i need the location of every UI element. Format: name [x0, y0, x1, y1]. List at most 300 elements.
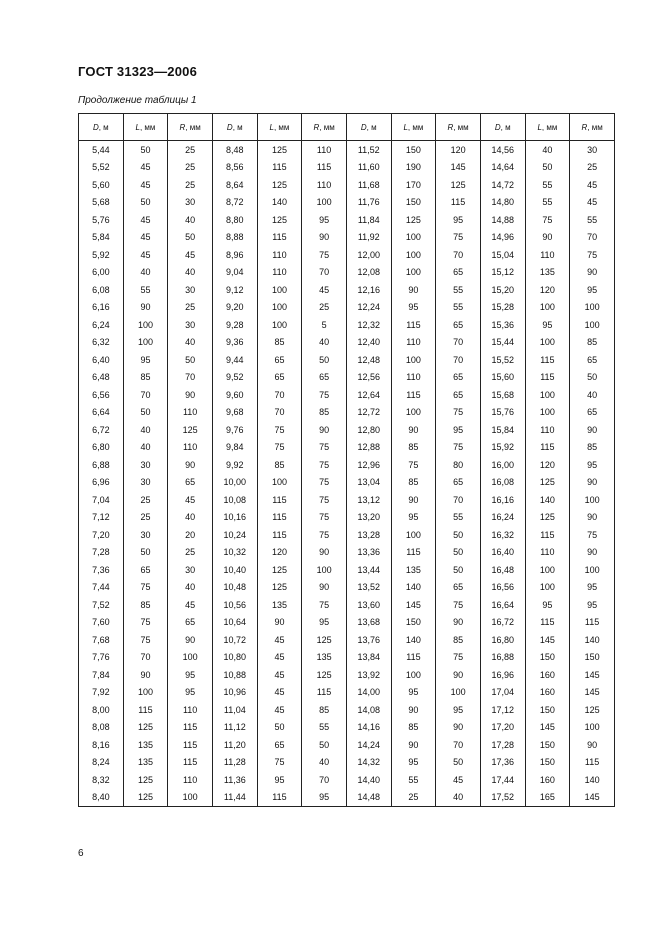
table-cell: 14,64: [480, 159, 525, 177]
table-cell: 11,36: [212, 771, 257, 789]
table-cell: 115: [302, 159, 347, 177]
table-cell: 11,12: [212, 719, 257, 737]
table-cell: 115: [302, 684, 347, 702]
table-cell: 150: [525, 649, 570, 667]
table-cell: 8,96: [212, 246, 257, 264]
table-cell: 45: [257, 701, 302, 719]
table-cell: 160: [525, 684, 570, 702]
table-cell: 90: [436, 666, 481, 684]
table-cell: 95: [436, 701, 481, 719]
table-cell: 45: [123, 159, 168, 177]
table-cell: 50: [257, 719, 302, 737]
table-cell: 85: [257, 456, 302, 474]
table-cell: 9,92: [212, 456, 257, 474]
table-cell: 90: [168, 631, 213, 649]
table-cell: 115: [257, 229, 302, 247]
table-cell: 13,84: [346, 649, 391, 667]
table-cell: 16,56: [480, 579, 525, 597]
table-row: [79, 789, 615, 807]
table-cell: 125: [257, 141, 302, 159]
table-cell: 85: [257, 334, 302, 352]
table-cell: 5,84: [79, 229, 124, 247]
table-cell: 8,40: [79, 789, 124, 807]
table-cell: 5,60: [79, 176, 124, 194]
column-symbol: D: [494, 122, 501, 132]
table-cell: 40: [570, 386, 615, 404]
table-cell: 10,40: [212, 561, 257, 579]
table-row: [79, 439, 615, 457]
table-row: [79, 456, 615, 474]
table-cell: 6,64: [79, 404, 124, 422]
table-cell: 9,68: [212, 404, 257, 422]
table-cell: 125: [123, 771, 168, 789]
table-cell: 65: [168, 614, 213, 632]
table-cell: 120: [525, 281, 570, 299]
table-cell: 100: [257, 299, 302, 317]
table-cell: 150: [570, 649, 615, 667]
table-cell: 95: [570, 281, 615, 299]
table-cell: 70: [436, 736, 481, 754]
table-cell: 110: [168, 701, 213, 719]
table-cell: 7,60: [79, 614, 124, 632]
table-cell: 90: [570, 736, 615, 754]
table-cell: 115: [570, 614, 615, 632]
table-cell: 100: [391, 526, 436, 544]
table-cell: 20: [168, 526, 213, 544]
table-cell: 45: [570, 176, 615, 194]
table-row: [79, 649, 615, 667]
table-cell: 13,68: [346, 614, 391, 632]
table-row: [79, 334, 615, 352]
table-cell: 75: [436, 439, 481, 457]
table-cell: 55: [525, 194, 570, 212]
table-cell: 45: [168, 246, 213, 264]
table-cell: 45: [123, 176, 168, 194]
column-unit: , м: [366, 122, 377, 132]
table-cell: 6,00: [79, 264, 124, 282]
table-cell: 115: [391, 316, 436, 334]
table-cell: 65: [257, 369, 302, 387]
table-cell: 15,60: [480, 369, 525, 387]
table-row: [79, 211, 615, 229]
table-cell: 125: [257, 561, 302, 579]
table-cell: 140: [570, 771, 615, 789]
table-cell: 100: [570, 561, 615, 579]
table-cell: 8,08: [79, 719, 124, 737]
table-cell: 90: [123, 299, 168, 317]
table-cell: 75: [525, 211, 570, 229]
table-cell: 25: [168, 159, 213, 177]
table-cell: 45: [168, 491, 213, 509]
table-cell: 120: [436, 141, 481, 159]
column-symbol: R: [313, 122, 320, 132]
table-cell: 120: [525, 456, 570, 474]
table-cell: 110: [391, 334, 436, 352]
table-cell: 125: [123, 789, 168, 807]
table-cell: 10,72: [212, 631, 257, 649]
table-cell: 10,96: [212, 684, 257, 702]
table-cell: 6,08: [79, 281, 124, 299]
table-cell: 15,84: [480, 421, 525, 439]
table-cell: 45: [257, 684, 302, 702]
table-cell: 140: [570, 631, 615, 649]
column-symbol: R: [447, 122, 454, 132]
table-row: [79, 141, 615, 159]
table-cell: 75: [436, 596, 481, 614]
table-cell: 7,12: [79, 509, 124, 527]
table-row: [79, 386, 615, 404]
table-cell: 7,04: [79, 491, 124, 509]
table-cell: 160: [525, 771, 570, 789]
table-cell: 140: [391, 579, 436, 597]
table-cell: 7,68: [79, 631, 124, 649]
table-cell: 9,44: [212, 351, 257, 369]
table-cell: 17,20: [480, 719, 525, 737]
column-header: [346, 114, 391, 141]
table-cell: 16,80: [480, 631, 525, 649]
table-cell: 90: [302, 229, 347, 247]
table-cell: 15,36: [480, 316, 525, 334]
table-body: [79, 141, 615, 807]
column-symbol: D: [226, 122, 233, 132]
table-cell: 45: [257, 631, 302, 649]
table-cell: 115: [525, 351, 570, 369]
table-cell: 17,44: [480, 771, 525, 789]
table-cell: 13,12: [346, 491, 391, 509]
column-unit: , мм: [587, 122, 603, 132]
column-symbol: L: [269, 122, 274, 132]
table-cell: 6,56: [79, 386, 124, 404]
table-cell: 12,56: [346, 369, 391, 387]
page-number: 6: [78, 848, 84, 859]
table-cell: 6,72: [79, 421, 124, 439]
table-cell: 55: [436, 281, 481, 299]
table-cell: 70: [257, 404, 302, 422]
column-header: [525, 114, 570, 141]
table-cell: 85: [123, 369, 168, 387]
table-cell: 120: [257, 544, 302, 562]
table-cell: 65: [257, 736, 302, 754]
table-cell: 95: [570, 456, 615, 474]
table-cell: 140: [525, 491, 570, 509]
table-cell: 95: [525, 316, 570, 334]
table-cell: 45: [123, 211, 168, 229]
table-cell: 12,08: [346, 264, 391, 282]
column-symbol: L: [403, 122, 408, 132]
table-cell: 70: [302, 771, 347, 789]
table-cell: 11,44: [212, 789, 257, 807]
table-cell: 10,00: [212, 474, 257, 492]
table-cell: 70: [436, 334, 481, 352]
table-row: [79, 736, 615, 754]
table-cell: 40: [168, 211, 213, 229]
table-cell: 145: [436, 159, 481, 177]
table-cell: 85: [436, 631, 481, 649]
table-cell: 80: [436, 456, 481, 474]
table-cell: 100: [525, 579, 570, 597]
table-cell: 190: [391, 159, 436, 177]
column-unit: , м: [98, 122, 109, 132]
table-cell: 100: [257, 316, 302, 334]
table-cell: 13,76: [346, 631, 391, 649]
table-cell: 115: [257, 491, 302, 509]
table-cell: 100: [168, 649, 213, 667]
table-cell: 115: [391, 649, 436, 667]
table-row: [79, 684, 615, 702]
table-cell: 30: [168, 316, 213, 334]
table-cell: 11,20: [212, 736, 257, 754]
table-cell: 95: [436, 421, 481, 439]
table-cell: 6,32: [79, 334, 124, 352]
table-cell: 45: [123, 246, 168, 264]
table-cell: 115: [391, 386, 436, 404]
table-cell: 12,40: [346, 334, 391, 352]
column-unit: , мм: [453, 122, 469, 132]
table-cell: 12,16: [346, 281, 391, 299]
table-cell: 75: [302, 439, 347, 457]
table-cell: 95: [391, 509, 436, 527]
table-cell: 75: [436, 404, 481, 422]
table-cell: 14,72: [480, 176, 525, 194]
table-cell: 85: [302, 701, 347, 719]
table-cell: 110: [525, 246, 570, 264]
table-cell: 12,00: [346, 246, 391, 264]
table-cell: 100: [436, 684, 481, 702]
table-cell: 10,32: [212, 544, 257, 562]
table-cell: 15,68: [480, 386, 525, 404]
table-cell: 110: [168, 404, 213, 422]
table-cell: 160: [525, 666, 570, 684]
column-header: [436, 114, 481, 141]
table-row: [79, 229, 615, 247]
table-cell: 140: [257, 194, 302, 212]
table-cell: 7,28: [79, 544, 124, 562]
table-cell: 150: [391, 194, 436, 212]
table-cell: 65: [123, 561, 168, 579]
table-cell: 10,56: [212, 596, 257, 614]
table-cell: 17,12: [480, 701, 525, 719]
table-row: [79, 631, 615, 649]
table-cell: 7,36: [79, 561, 124, 579]
table-cell: 65: [436, 369, 481, 387]
table-cell: 11,60: [346, 159, 391, 177]
table-cell: 135: [525, 264, 570, 282]
table-cell: 100: [525, 386, 570, 404]
table-cell: 5,44: [79, 141, 124, 159]
table-cell: 100: [570, 719, 615, 737]
table-cell: 100: [391, 404, 436, 422]
table-cell: 70: [168, 369, 213, 387]
table-cell: 100: [123, 684, 168, 702]
table-cell: 100: [391, 246, 436, 264]
table-cell: 100: [391, 666, 436, 684]
table-cell: 90: [570, 509, 615, 527]
table-cell: 90: [391, 281, 436, 299]
table-row: [79, 614, 615, 632]
table-cell: 40: [123, 421, 168, 439]
table-cell: 17,36: [480, 754, 525, 772]
table-cell: 145: [570, 684, 615, 702]
table-cell: 90: [168, 386, 213, 404]
table-row: [79, 596, 615, 614]
table-cell: 65: [168, 474, 213, 492]
column-symbol: R: [179, 122, 186, 132]
table-cell: 100: [570, 299, 615, 317]
table-cell: 115: [168, 719, 213, 737]
table-cell: 100: [302, 561, 347, 579]
table-cell: 95: [302, 211, 347, 229]
table-cell: 100: [570, 316, 615, 334]
table-cell: 85: [391, 719, 436, 737]
table-cell: 110: [168, 439, 213, 457]
table-cell: 50: [436, 561, 481, 579]
table-cell: 12,64: [346, 386, 391, 404]
table-cell: 14,24: [346, 736, 391, 754]
table-cell: 8,72: [212, 194, 257, 212]
table-cell: 65: [570, 351, 615, 369]
table-cell: 40: [302, 754, 347, 772]
table-cell: 85: [391, 474, 436, 492]
table-cell: 75: [257, 754, 302, 772]
table-cell: 45: [257, 649, 302, 667]
table-cell: 95: [302, 614, 347, 632]
table-cell: 12,48: [346, 351, 391, 369]
table-cell: 10,64: [212, 614, 257, 632]
table-cell: 95: [391, 754, 436, 772]
table-cell: 30: [123, 474, 168, 492]
table-cell: 110: [302, 141, 347, 159]
table-cell: 100: [302, 194, 347, 212]
table-cell: 125: [525, 509, 570, 527]
table-caption: Продолжение таблицы 1: [78, 95, 197, 106]
table-cell: 115: [525, 439, 570, 457]
table-cell: 65: [436, 386, 481, 404]
table-cell: 95: [257, 771, 302, 789]
table-cell: 10,48: [212, 579, 257, 597]
table-row: [79, 771, 615, 789]
table-cell: 90: [302, 579, 347, 597]
table-cell: 145: [570, 789, 615, 807]
table-cell: 50: [123, 141, 168, 159]
table-cell: 8,56: [212, 159, 257, 177]
table-cell: 90: [525, 229, 570, 247]
table-cell: 7,52: [79, 596, 124, 614]
table-cell: 40: [123, 264, 168, 282]
column-header: [212, 114, 257, 141]
table-row: [79, 544, 615, 562]
table-cell: 125: [302, 631, 347, 649]
table-cell: 90: [570, 474, 615, 492]
table-cell: 170: [391, 176, 436, 194]
table-cell: 90: [391, 701, 436, 719]
table-cell: 16,72: [480, 614, 525, 632]
column-header: [79, 114, 124, 141]
table-cell: 50: [570, 369, 615, 387]
table-cell: 70: [436, 246, 481, 264]
column-header: [480, 114, 525, 141]
table-cell: 75: [257, 421, 302, 439]
table-cell: 9,76: [212, 421, 257, 439]
table-cell: 100: [391, 264, 436, 282]
table-cell: 17,28: [480, 736, 525, 754]
table-cell: 17,04: [480, 684, 525, 702]
table-cell: 110: [168, 771, 213, 789]
table-cell: 10,08: [212, 491, 257, 509]
table-cell: 15,44: [480, 334, 525, 352]
table-cell: 100: [168, 789, 213, 807]
table-cell: 16,08: [480, 474, 525, 492]
table-cell: 10,88: [212, 666, 257, 684]
table-cell: 55: [570, 211, 615, 229]
column-unit: , мм: [273, 122, 290, 132]
table-cell: 125: [168, 421, 213, 439]
table-cell: 13,52: [346, 579, 391, 597]
table-cell: 110: [391, 369, 436, 387]
table-cell: 150: [525, 754, 570, 772]
table-cell: 140: [391, 631, 436, 649]
table-cell: 9,20: [212, 299, 257, 317]
table-cell: 135: [391, 561, 436, 579]
table-cell: 100: [391, 351, 436, 369]
table-cell: 110: [525, 421, 570, 439]
table-cell: 25: [168, 141, 213, 159]
table-cell: 115: [525, 526, 570, 544]
table-cell: 75: [123, 614, 168, 632]
table-cell: 40: [168, 264, 213, 282]
table-cell: 14,96: [480, 229, 525, 247]
table-cell: 25: [391, 789, 436, 807]
table-row: [79, 299, 615, 317]
table-cell: 7,84: [79, 666, 124, 684]
table-cell: 9,60: [212, 386, 257, 404]
table-cell: 95: [391, 684, 436, 702]
table-cell: 115: [257, 789, 302, 807]
table-cell: 90: [570, 544, 615, 562]
table-cell: 50: [525, 159, 570, 177]
table-cell: 7,20: [79, 526, 124, 544]
table-cell: 100: [525, 299, 570, 317]
table-cell: 14,16: [346, 719, 391, 737]
table-cell: 150: [391, 614, 436, 632]
table-cell: 14,80: [480, 194, 525, 212]
table-cell: 125: [525, 474, 570, 492]
table-cell: 50: [436, 526, 481, 544]
table-cell: 95: [168, 684, 213, 702]
table-cell: 16,24: [480, 509, 525, 527]
table-cell: 65: [436, 264, 481, 282]
table-cell: 9,12: [212, 281, 257, 299]
table-cell: 50: [168, 229, 213, 247]
table-cell: 8,00: [79, 701, 124, 719]
table-cell: 115: [570, 754, 615, 772]
table-cell: 110: [257, 264, 302, 282]
table-cell: 90: [570, 421, 615, 439]
table-cell: 16,96: [480, 666, 525, 684]
table-cell: 6,24: [79, 316, 124, 334]
table-cell: 100: [257, 281, 302, 299]
table-cell: 125: [257, 176, 302, 194]
table-cell: 50: [436, 544, 481, 562]
table-cell: 13,92: [346, 666, 391, 684]
table-cell: 12,72: [346, 404, 391, 422]
table-row: [79, 474, 615, 492]
table-cell: 90: [391, 736, 436, 754]
table-cell: 95: [391, 299, 436, 317]
table-cell: 145: [391, 596, 436, 614]
table-cell: 95: [436, 211, 481, 229]
table-cell: 115: [525, 614, 570, 632]
table-cell: 55: [525, 176, 570, 194]
